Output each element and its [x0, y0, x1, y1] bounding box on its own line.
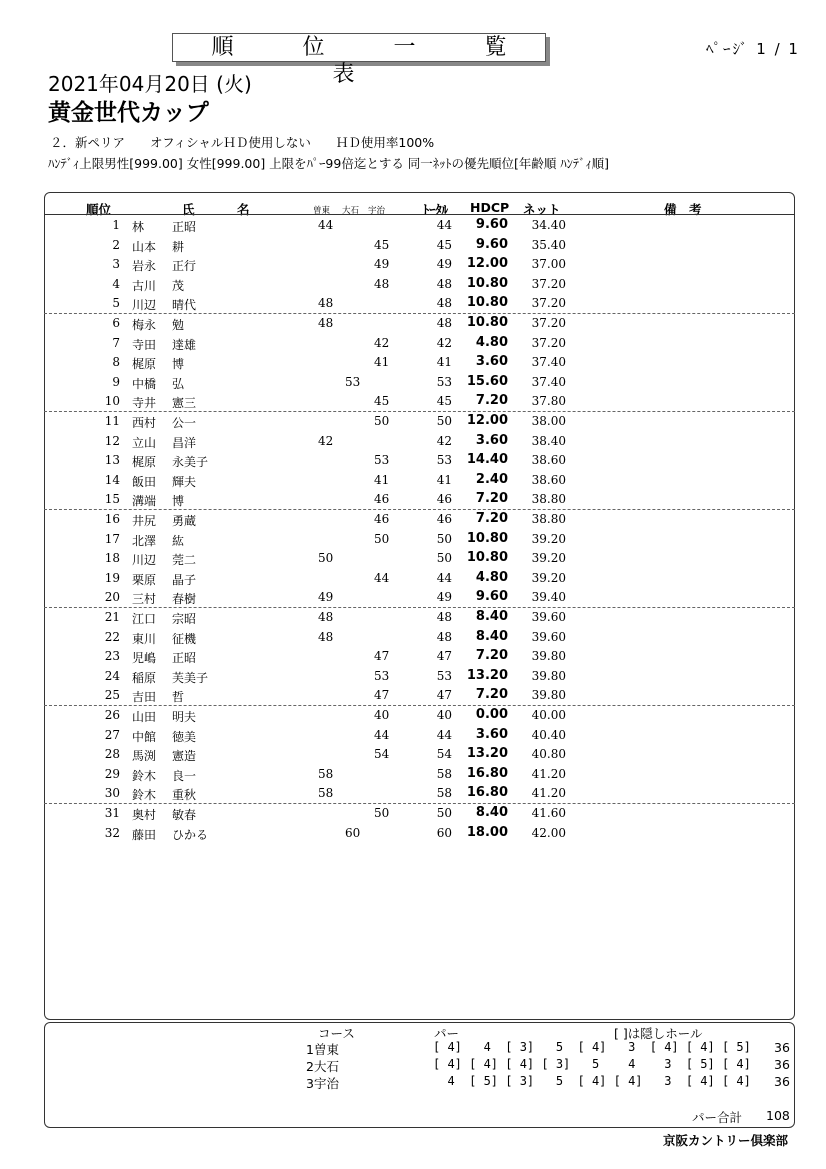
cell-hdcp: 3.60 [475, 432, 508, 448]
cell-first: 哲 [172, 690, 185, 705]
cell-hdcp: 8.40 [475, 609, 508, 624]
table-row [0, 236, 826, 256]
cell-rank: 7 [112, 335, 120, 350]
cell-total: 48 [436, 316, 452, 330]
col-course2-header: 大石 [342, 206, 360, 216]
cell-hdcp: 0.00 [475, 707, 508, 722]
cell-rank: 15 [104, 492, 120, 507]
cell-total: 50 [436, 414, 452, 428]
cell-rank: 30 [104, 786, 120, 801]
col-course3-header: 宇治 [368, 206, 386, 216]
cell-total: 44 [436, 727, 452, 742]
cell-s1: 50 [318, 551, 334, 566]
cell-net: 39.80 [531, 649, 566, 664]
cell-total: 44 [436, 218, 452, 232]
cell-s1: 48 [318, 316, 334, 330]
report-title: 順 位 一 覧 表 [172, 33, 546, 62]
course-name: 3宇治 [306, 1076, 339, 1091]
cell-net: 37.20 [531, 316, 566, 330]
cell-first: 明夫 [172, 710, 197, 724]
cell-s1: 58 [318, 786, 334, 801]
cell-last: 岩永 [132, 259, 157, 274]
cell-net: 41.60 [531, 806, 566, 820]
cell-first: 良一 [172, 768, 197, 783]
cell-net: 42.00 [531, 825, 566, 840]
cell-rank: 5 [112, 296, 120, 311]
cell-net: 39.20 [531, 531, 566, 546]
cell-s3: 53 [374, 453, 390, 468]
course-par-total: 36 [774, 1057, 790, 1072]
cell-s1: 48 [318, 610, 334, 624]
table-row [0, 216, 826, 236]
cell-net: 41.20 [531, 766, 566, 781]
cell-s3: 41 [374, 472, 390, 487]
cell-total: 50 [436, 806, 452, 820]
table-row [0, 510, 826, 530]
cell-first: 莞二 [172, 553, 197, 568]
cell-hdcp: 7.20 [475, 648, 508, 664]
course-pars: [ 4] [ 4] [ 4] [ 3] 5 4 3 [ 5] [ 4] [433, 1057, 751, 1071]
cell-first: 博 [172, 357, 185, 372]
cell-rank: 18 [104, 551, 120, 566]
cell-rank: 11 [104, 414, 120, 428]
cell-s3: 41 [374, 355, 390, 370]
cell-last: 馬渕 [132, 749, 157, 764]
cell-first: 晴代 [172, 298, 197, 313]
cell-rank: 26 [104, 708, 120, 722]
cell-last: 川辺 [132, 553, 157, 568]
cell-total: 48 [436, 276, 452, 291]
table-row [0, 392, 826, 412]
header-divider [44, 214, 795, 215]
cell-last: 立山 [132, 435, 157, 450]
cell-total: 48 [436, 610, 452, 624]
table-row [0, 647, 826, 667]
cell-first: 勇蔵 [172, 514, 197, 528]
cell-rank: 9 [112, 374, 120, 389]
cell-first: 徳美 [172, 729, 197, 744]
event-name: 黄金世代カップ [48, 100, 209, 126]
cell-net: 39.80 [531, 668, 566, 683]
cell-net: 38.00 [531, 414, 566, 428]
cell-total: 53 [436, 453, 452, 468]
cell-total: 45 [436, 237, 452, 252]
cell-first: 宗昭 [172, 612, 197, 626]
cell-rank: 21 [104, 610, 120, 624]
cell-first: 達雄 [172, 337, 197, 352]
cell-net: 37.80 [531, 394, 566, 409]
cell-net: 35.40 [531, 237, 566, 252]
cell-last: 中館 [132, 729, 157, 744]
table-row [0, 667, 826, 687]
cell-total: 50 [436, 551, 452, 566]
cell-s1: 42 [318, 433, 334, 448]
cell-total: 42 [436, 433, 452, 448]
cell-net: 34.40 [531, 218, 566, 232]
cell-total: 41 [436, 355, 452, 370]
cell-last: 梶原 [132, 455, 157, 470]
cell-first: 正行 [172, 259, 197, 274]
cell-first: 紘 [172, 533, 185, 548]
cell-net: 40.80 [531, 747, 566, 762]
cell-hdcp: 3.60 [475, 354, 508, 370]
cell-first: 博 [172, 494, 185, 509]
table-row [0, 373, 826, 393]
table-row [0, 530, 826, 550]
cell-total: 48 [436, 629, 452, 644]
cell-s3: 46 [374, 492, 390, 507]
course-pars: [ 4] 4 [ 3] 5 [ 4] 3 [ 4] [ 4] [ 5] [433, 1040, 751, 1054]
cell-net: 37.40 [531, 355, 566, 370]
cell-rank: 13 [104, 453, 120, 468]
cell-last: 江口 [132, 612, 157, 626]
cell-total: 48 [436, 296, 452, 311]
cell-hdcp: 10.80 [466, 550, 508, 566]
cell-first: 茂 [172, 278, 185, 293]
cell-hdcp: 18.00 [466, 824, 508, 840]
cell-first: 憲三 [172, 396, 197, 411]
cell-net: 38.40 [531, 433, 566, 448]
cell-hdcp: 10.80 [466, 530, 508, 546]
cell-hdcp: 10.80 [466, 315, 508, 330]
cell-s2: 60 [345, 825, 361, 840]
cell-total: 45 [436, 394, 452, 409]
cell-s3: 47 [374, 688, 390, 703]
cell-first: 耕 [172, 239, 185, 254]
cell-first: 正昭 [172, 651, 197, 666]
table-row [0, 255, 826, 275]
cell-hdcp: 13.20 [466, 746, 508, 762]
event-date: 2021年04月20日 (火) [48, 72, 252, 96]
cell-hdcp: 16.80 [466, 765, 508, 781]
cell-s3: 46 [374, 512, 390, 526]
cell-total: 44 [436, 570, 452, 585]
club-name: 京阪カントリー倶楽部 [662, 1133, 788, 1148]
hidden-hole-note: [ ]は隠しホール [614, 1026, 703, 1041]
cell-net: 39.20 [531, 551, 566, 566]
table-row [0, 726, 826, 746]
cell-rank: 2 [112, 237, 120, 252]
page-number: ﾍﾟｰｼﾞ 1 / 1 [706, 40, 800, 58]
cell-hdcp: 15.60 [466, 373, 508, 389]
cell-s3: 44 [374, 727, 390, 742]
cell-rank: 29 [104, 766, 120, 781]
cell-last: 梶原 [132, 357, 157, 372]
table-row [0, 569, 826, 589]
cell-total: 60 [436, 825, 452, 840]
table-row [0, 824, 826, 844]
table-row [0, 471, 826, 491]
scoring-condition: ２．新ペリア オフィシャルＨＤ使用しない ＨＤ使用率100% [50, 135, 435, 150]
table-row [0, 686, 826, 706]
table-row [0, 804, 826, 824]
cell-rank: 27 [104, 727, 120, 742]
cell-first: 弘 [172, 376, 185, 391]
cell-rank: 32 [104, 825, 120, 840]
cell-rank: 4 [112, 276, 120, 291]
table-row [0, 353, 826, 373]
cell-s3: 42 [374, 335, 390, 350]
cell-last: 林 [132, 220, 145, 234]
cell-total: 58 [436, 766, 452, 781]
cell-last: 稲原 [132, 670, 157, 685]
cell-last: 栗原 [132, 572, 157, 587]
cell-rank: 16 [104, 512, 120, 526]
cell-rank: 10 [104, 394, 120, 409]
cell-total: 42 [436, 335, 452, 350]
cell-hdcp: 8.40 [475, 628, 508, 644]
col-rank-header: 順位 [86, 202, 112, 217]
table-row [0, 549, 826, 569]
cell-last: 児嶋 [132, 651, 157, 666]
cell-rank: 28 [104, 747, 120, 762]
cell-net: 38.80 [531, 492, 566, 507]
cell-rank: 14 [104, 472, 120, 487]
col-remarks-header: 備 考 [664, 202, 702, 217]
cell-s1: 58 [318, 766, 334, 781]
cell-rank: 20 [104, 590, 120, 605]
cell-rank: 19 [104, 570, 120, 585]
par-total-value: 108 [766, 1108, 790, 1123]
cell-total: 50 [436, 531, 452, 546]
cell-last: 東川 [132, 631, 157, 646]
cell-total: 46 [436, 492, 452, 507]
cell-net: 39.60 [531, 629, 566, 644]
cell-last: 藤田 [132, 827, 157, 842]
cell-rank: 6 [112, 316, 120, 330]
cell-total: 49 [436, 257, 452, 272]
cell-first: 輝夫 [172, 474, 197, 489]
cell-first: 春樹 [172, 592, 197, 607]
col-name2-header: 名 [237, 202, 250, 217]
col-total-header: ﾄｰﾀﾙ [423, 202, 449, 217]
cell-last: 寺井 [132, 396, 157, 411]
cell-hdcp: 13.20 [466, 667, 508, 683]
cell-hdcp: 8.40 [475, 805, 508, 820]
cell-last: 中橋 [132, 376, 157, 391]
cell-first: 昌洋 [172, 435, 197, 450]
cell-s3: 45 [374, 394, 390, 409]
handicap-condition: ﾊﾝﾃﾞｨ上限男性[999.00] 女性[999.00] 上限をﾊﾟｰ99倍迄とする 同一ﾈｯﾄの優先順位[年齢順 ﾊﾝﾃﾞｨ順] [48, 156, 610, 171]
cell-hdcp: 7.20 [475, 491, 508, 507]
par-total-label: パー合計 [692, 1110, 743, 1125]
cell-rank: 24 [104, 668, 120, 683]
cell-s3: 47 [374, 649, 390, 664]
cell-hdcp: 12.00 [466, 256, 508, 272]
cell-first: 正昭 [172, 220, 197, 234]
cell-s3: 48 [374, 276, 390, 291]
course-label: コース [318, 1026, 355, 1041]
cell-hdcp: 3.60 [475, 726, 508, 742]
cell-last: 古川 [132, 278, 157, 293]
cell-net: 38.60 [531, 453, 566, 468]
cell-hdcp: 7.20 [475, 511, 508, 526]
cell-net: 37.20 [531, 296, 566, 311]
cell-last: 鈴木 [132, 788, 157, 803]
cell-s1: 48 [318, 296, 334, 311]
cell-s3: 50 [374, 531, 390, 546]
cell-s2: 53 [345, 374, 361, 389]
cell-first: 芙美子 [172, 670, 209, 685]
cell-net: 38.80 [531, 512, 566, 526]
cell-last: 井尻 [132, 514, 157, 528]
table-row [0, 706, 826, 726]
course-name: 1曽東 [306, 1042, 339, 1057]
table-row [0, 314, 826, 334]
table-row [0, 608, 826, 628]
cell-first: 征機 [172, 631, 197, 646]
cell-s3: 53 [374, 668, 390, 683]
cell-hdcp: 9.60 [475, 589, 508, 605]
table-row [0, 628, 826, 648]
table-row [0, 784, 826, 804]
cell-net: 39.60 [531, 610, 566, 624]
cell-last: 川辺 [132, 298, 157, 313]
cell-last: 梅永 [132, 318, 157, 332]
cell-last: 飯田 [132, 474, 157, 489]
cell-rank: 17 [104, 531, 120, 546]
col-net-header: ネット [523, 202, 561, 217]
col-course1-header: 曽東 [313, 206, 331, 216]
table-row [0, 765, 826, 785]
cell-net: 39.80 [531, 688, 566, 703]
cell-net: 38.60 [531, 472, 566, 487]
cell-hdcp: 10.80 [466, 295, 508, 311]
cell-net: 39.20 [531, 570, 566, 585]
col-name1-header: 氏 [182, 202, 195, 217]
cell-first: 敏春 [172, 808, 197, 822]
course-name: 2大石 [306, 1059, 339, 1074]
cell-hdcp: 14.40 [466, 452, 508, 468]
course-par-total: 36 [774, 1040, 790, 1055]
cell-s1: 44 [318, 218, 334, 232]
cell-s3: 40 [374, 708, 390, 722]
cell-hdcp: 7.20 [475, 687, 508, 703]
cell-s3: 54 [374, 747, 390, 762]
cell-net: 39.40 [531, 590, 566, 605]
course-par-total: 36 [774, 1074, 790, 1089]
course-pars: 4 [ 5] [ 3] 5 [ 4] [ 4] 3 [ 4] [ 4] [433, 1074, 751, 1088]
table-row [0, 432, 826, 452]
cell-rank: 22 [104, 629, 120, 644]
cell-net: 41.20 [531, 786, 566, 801]
col-hdcp-header: HDCP [470, 200, 510, 215]
cell-s3: 50 [374, 414, 390, 428]
cell-hdcp: 2.40 [475, 471, 508, 487]
cell-net: 40.00 [531, 708, 566, 722]
cell-rank: 31 [104, 806, 120, 820]
par-label: パー [434, 1026, 460, 1041]
cell-rank: 3 [112, 257, 120, 272]
cell-hdcp: 12.00 [466, 413, 508, 428]
cell-net: 40.40 [531, 727, 566, 742]
cell-last: 寺田 [132, 337, 157, 352]
cell-net: 37.40 [531, 374, 566, 389]
table-row [0, 745, 826, 765]
cell-total: 49 [436, 590, 452, 605]
cell-last: 北澤 [132, 533, 157, 548]
cell-s3: 45 [374, 237, 390, 252]
cell-s3: 44 [374, 570, 390, 585]
cell-last: 三村 [132, 592, 157, 607]
cell-first: ひかる [172, 827, 209, 842]
cell-last: 鈴木 [132, 768, 157, 783]
cell-hdcp: 10.80 [466, 275, 508, 291]
cell-rank: 8 [112, 355, 120, 370]
cell-rank: 12 [104, 433, 120, 448]
cell-hdcp: 4.80 [475, 569, 508, 585]
cell-rank: 23 [104, 649, 120, 664]
cell-last: 奥村 [132, 808, 157, 822]
cell-total: 58 [436, 786, 452, 801]
table-row [0, 588, 826, 608]
cell-first: 永美子 [172, 455, 209, 470]
cell-s3: 49 [374, 257, 390, 272]
cell-total: 47 [436, 688, 452, 703]
cell-hdcp: 9.60 [475, 236, 508, 252]
cell-first: 晶子 [172, 572, 197, 587]
cell-last: 山田 [132, 710, 157, 724]
cell-last: 吉田 [132, 690, 157, 705]
cell-s1: 49 [318, 590, 334, 605]
table-row [0, 334, 826, 354]
cell-last: 溝端 [132, 494, 157, 509]
table-row [0, 294, 826, 314]
cell-total: 47 [436, 649, 452, 664]
cell-rank: 25 [104, 688, 120, 703]
cell-last: 西村 [132, 416, 157, 430]
table-row [0, 490, 826, 510]
cell-total: 54 [436, 747, 452, 762]
cell-first: 憲造 [172, 749, 197, 764]
cell-s3: 50 [374, 806, 390, 820]
cell-net: 37.20 [531, 276, 566, 291]
cell-total: 46 [436, 512, 452, 526]
cell-hdcp: 4.80 [475, 334, 508, 350]
table-row [0, 412, 826, 432]
cell-first: 勉 [172, 318, 185, 332]
table-row [0, 275, 826, 295]
cell-last: 山本 [132, 239, 157, 254]
cell-hdcp: 9.60 [475, 217, 508, 232]
cell-rank: 1 [112, 218, 120, 232]
cell-net: 37.20 [531, 335, 566, 350]
cell-first: 公一 [172, 416, 197, 430]
cell-total: 53 [436, 374, 452, 389]
table-row [0, 451, 826, 471]
cell-total: 41 [436, 472, 452, 487]
cell-total: 53 [436, 668, 452, 683]
cell-first: 重秋 [172, 788, 197, 803]
cell-s1: 48 [318, 629, 334, 644]
cell-hdcp: 16.80 [466, 785, 508, 801]
cell-hdcp: 7.20 [475, 393, 508, 409]
cell-net: 37.00 [531, 257, 566, 272]
cell-total: 40 [436, 708, 452, 722]
